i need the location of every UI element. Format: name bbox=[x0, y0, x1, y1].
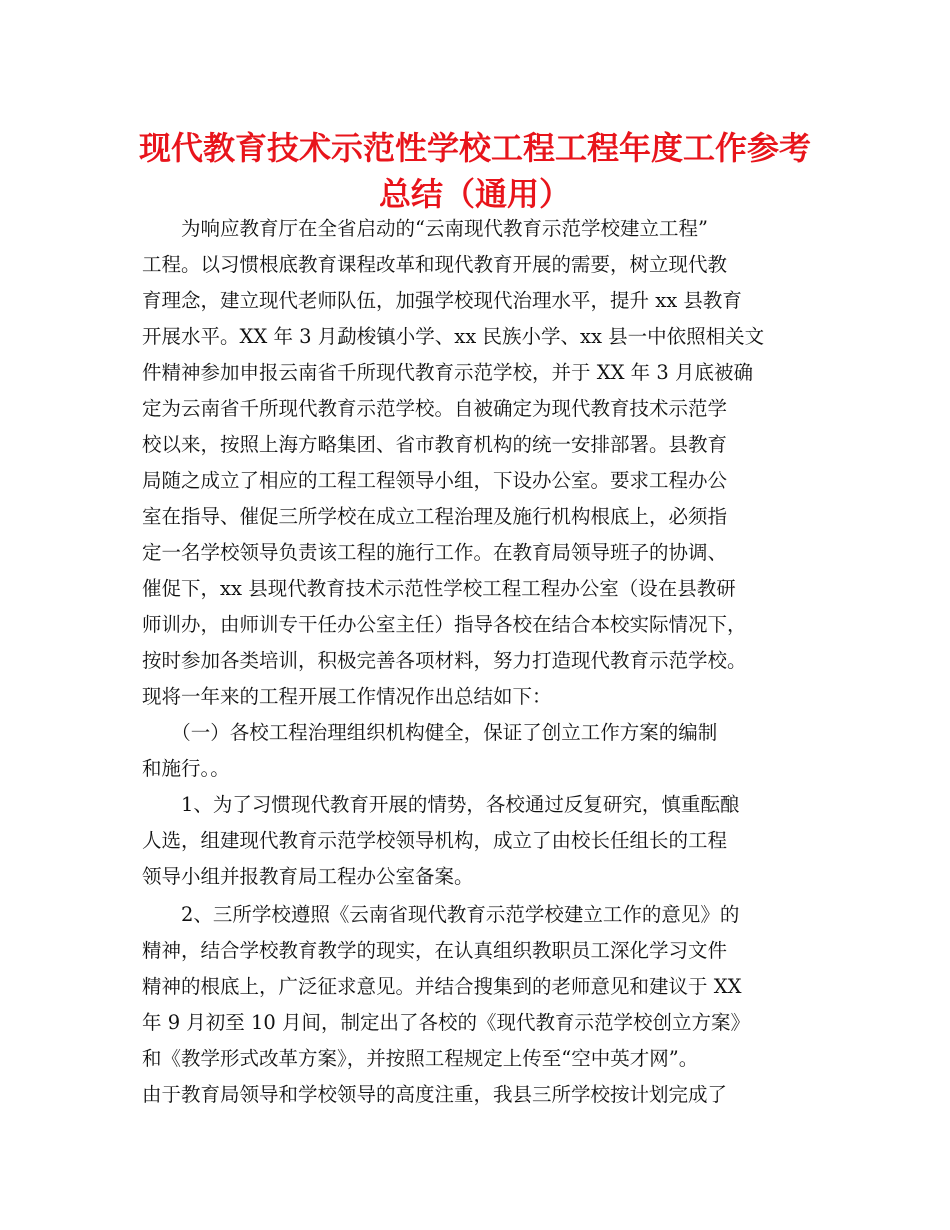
body-line: 精神的根底上，广泛征求意见。并结合搜集到的老师意见和建议于 XX bbox=[142, 975, 742, 998]
body-line: 按时参加各类培训，积极完善各项材料，努力打造现代教育示范学校。 bbox=[142, 649, 747, 672]
body-line: 件精神参加申报云南省千所现代教育示范学校，并于 XX 年 3 月底被确 bbox=[142, 361, 753, 384]
body-line: 室在指导、催促三所学校在成立工程治理及施行机构根底上，必须指 bbox=[142, 505, 728, 528]
body-line: 定一名学校领导负责该工程的施行工作。在教育局领导班子的协调、 bbox=[142, 541, 728, 564]
body-line: 现将一年来的工程开展工作情况作出总结如下： bbox=[142, 685, 552, 708]
document-title-line-1: 现代教育技术示范性学校工程工程年度工作参考 bbox=[138, 129, 811, 167]
body-line: 师训办，由师训专干任办公室主任）指导各校在结合本校实际情况下， bbox=[142, 613, 747, 636]
body-line: 领导小组并报教育局工程办公室备案。 bbox=[142, 865, 474, 888]
body-line: 由于教育局领导和学校领导的高度注重，我县三所学校按计划完成了 bbox=[142, 1083, 728, 1106]
body-line: （一）各校工程治理组织机构健全，保证了创立工作方案的编制 bbox=[142, 721, 718, 744]
body-line: 和施行。。 bbox=[142, 757, 230, 780]
body-line: 校以来，按照上海方略集团、省市教育机构的统一安排部署。县教育 bbox=[142, 433, 728, 456]
body-line: 定为云南省千所现代教育示范学校。自被确定为现代教育技术示范学 bbox=[142, 397, 728, 420]
body-line: 2、三所学校遵照《云南省现代教育示范学校建立工作的意见》的 bbox=[142, 903, 740, 926]
body-line: 育理念，建立现代老师队伍，加强学校现代治理水平，提升 xx 县教育 bbox=[142, 289, 742, 312]
body-line: 人选，组建现代教育示范学校领导机构，成立了由校长任组长的工程 bbox=[142, 829, 728, 852]
body-line: 局随之成立了相应的工程工程领导小组，下设办公室。要求工程办公 bbox=[142, 469, 728, 492]
document-title-line-2: 总结（通用） bbox=[378, 175, 571, 213]
body-line: 年 9 月初至 10 月间，制定出了各校的《现代教育示范学校创立方案》 bbox=[142, 1011, 751, 1034]
body-line: 精神，结合学校教育教学的现实，在认真组织教职员工深化学习文件 bbox=[142, 939, 728, 962]
body-line: 1、为了习惯现代教育开展的情势，各校通过反复研究，慎重酝酿 bbox=[142, 793, 740, 816]
body-line: 和《教学形式改革方案》，并按照工程规定上传至“空中英才网”。 bbox=[142, 1047, 699, 1070]
body-line: 为响应教育厅在全省启动的“云南现代教育示范学校建立工程” bbox=[142, 217, 708, 240]
body-line: 催促下，xx 县现代教育技术示范性学校工程工程办公室（设在县教研 bbox=[142, 577, 736, 600]
body-line: 工程。以习惯根底教育课程改革和现代教育开展的需要，树立现代教 bbox=[142, 253, 728, 276]
body-line: 开展水平。XX 年 3 月勐梭镇小学、xx 民族小学、xx 县一中依照相关文 bbox=[142, 325, 765, 348]
